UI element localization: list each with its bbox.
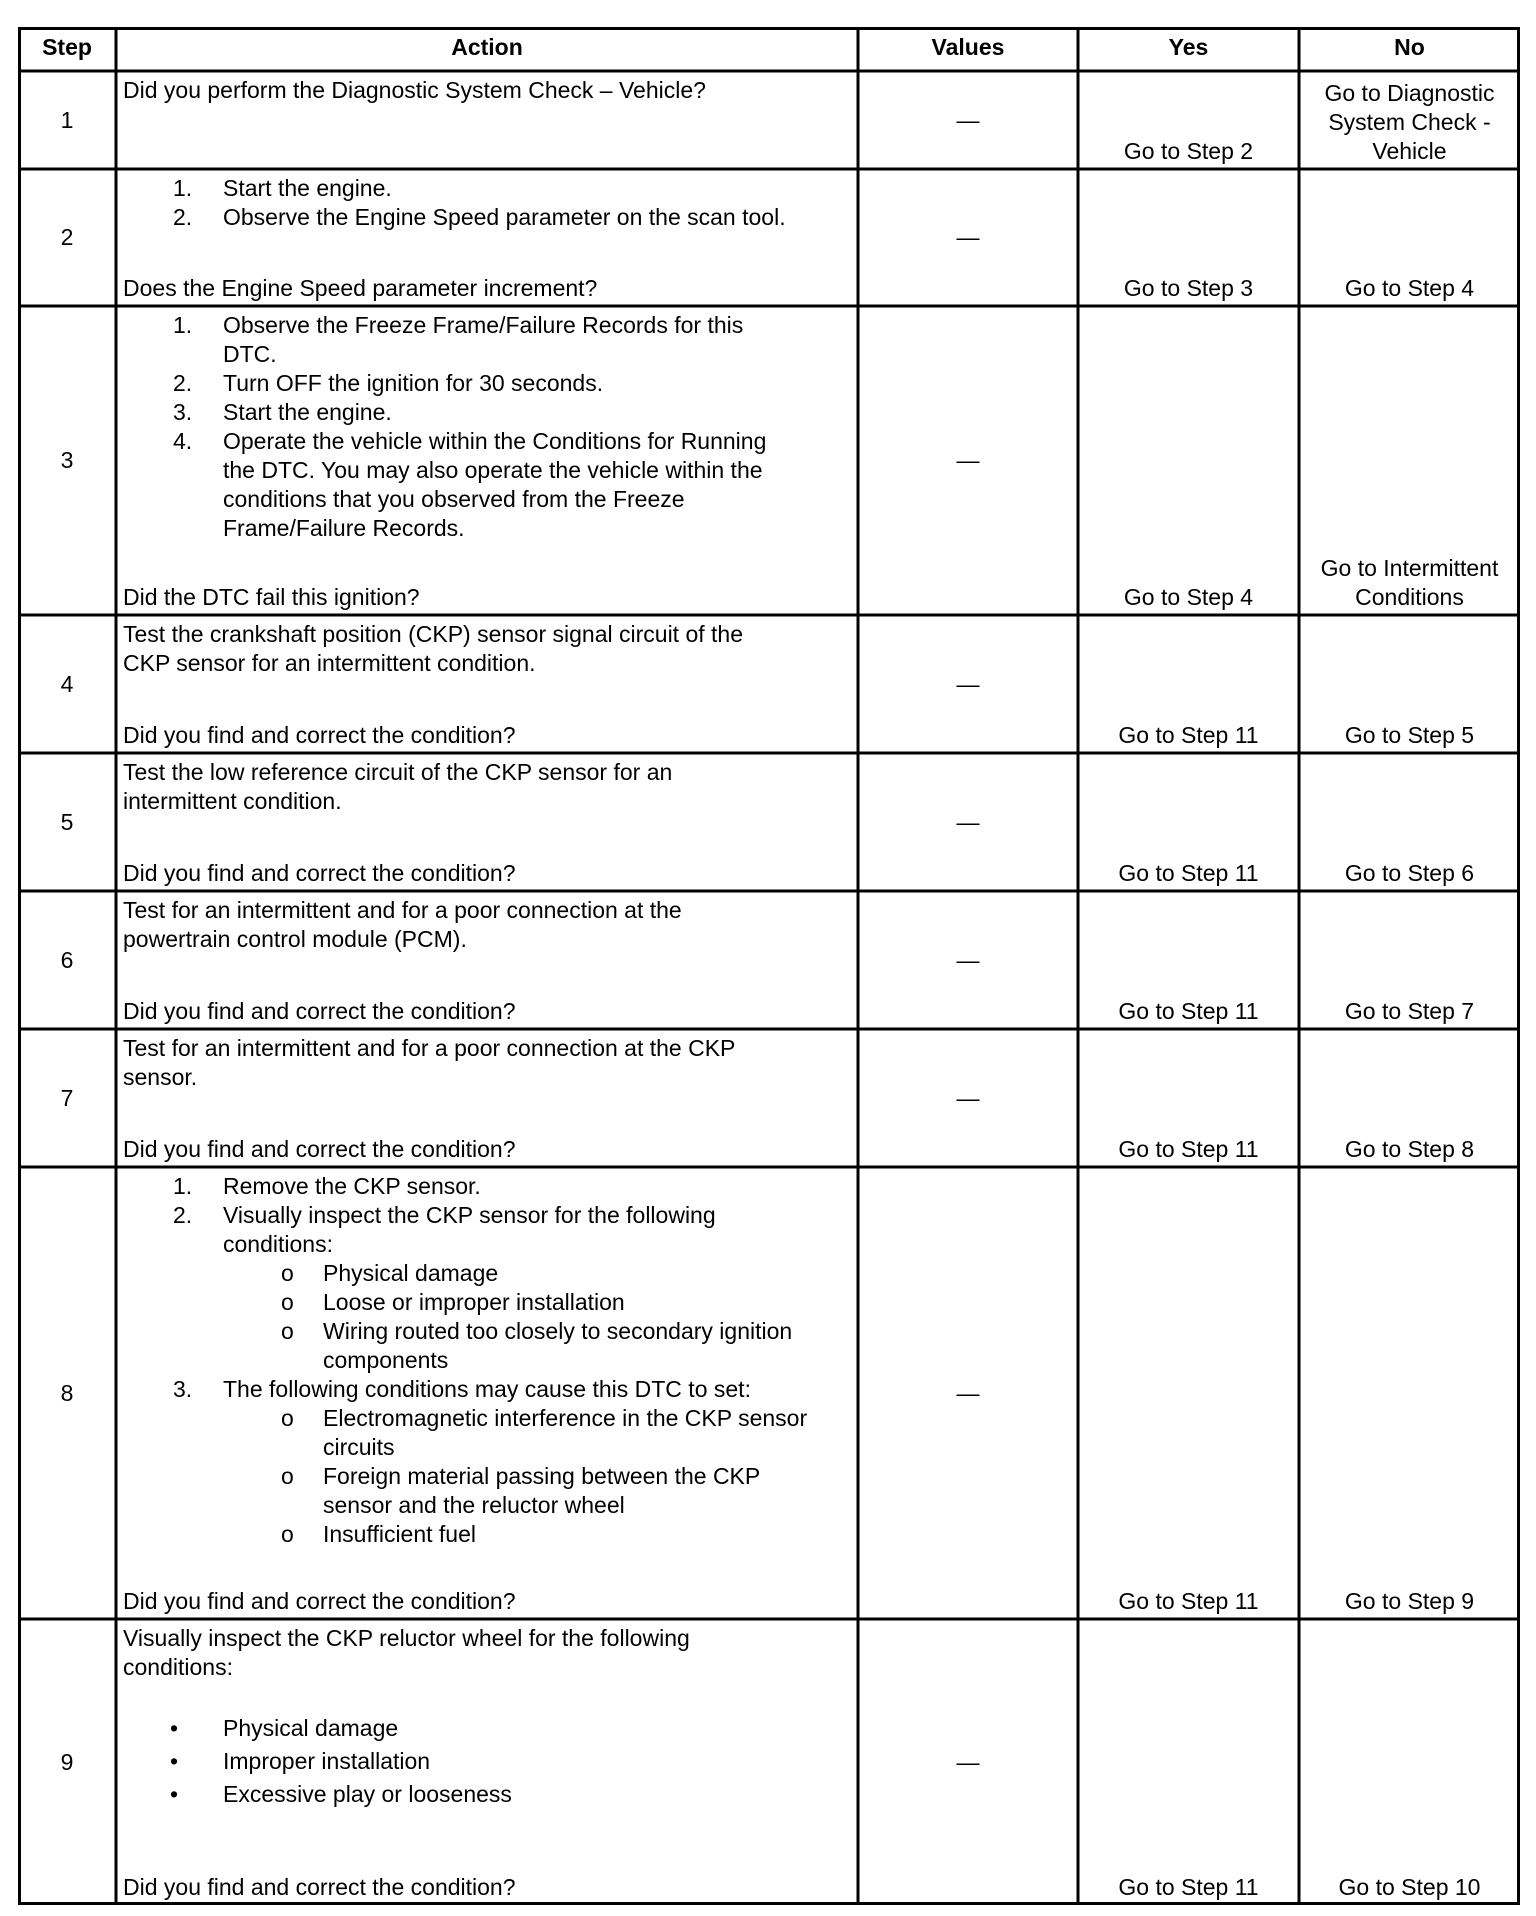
no-cell (1299, 79, 1520, 166)
bullet-marker: • (170, 1781, 179, 1807)
yes-cell (1078, 583, 1299, 612)
item-text: circuits (323, 1434, 395, 1460)
numbered-item (123, 427, 858, 543)
header-no: No (1394, 34, 1425, 60)
item-text: Loose or improper installation (323, 1289, 625, 1315)
no-cell (1299, 1873, 1520, 1902)
yes-text: Go to Step 11 (1118, 1874, 1259, 1900)
value-cell: — (956, 106, 980, 133)
no-text: Go to Step 6 (1344, 860, 1475, 886)
spacer (123, 1682, 858, 1712)
item-number: 1. (173, 175, 193, 201)
bullet-marker: o (281, 1260, 294, 1286)
no-text: System Check - (1328, 109, 1491, 135)
no-cell (1299, 997, 1520, 1026)
action-question: Did the DTC fail this ignition? (123, 584, 420, 610)
no-text: Conditions (1355, 584, 1464, 610)
bullet-marker: • (170, 1715, 179, 1741)
action-text: powertrain control module (PCM). (123, 926, 467, 952)
bullet-text: Improper installation (223, 1748, 431, 1774)
no-text: Go to Step 10 (1338, 1874, 1481, 1900)
action-question: Did you find and correct the condition? (123, 998, 516, 1024)
yes-text: Go to Step 2 (1123, 138, 1254, 164)
action-text: intermittent condition. (123, 788, 342, 814)
item-text: Insufficient fuel (323, 1521, 477, 1547)
bullet-text: Excessive play or looseness (223, 1781, 512, 1807)
value-cell: — (956, 1748, 980, 1775)
action-text: Test the crankshaft position (CKP) sensor signal circuit of the (123, 621, 744, 647)
yes-text: Go to Step 4 (1123, 584, 1254, 610)
item-text: Wiring routed too closely to secondary ignition (323, 1318, 793, 1344)
action-cell (116, 758, 858, 888)
numbered-item (123, 1375, 858, 1404)
item-number: 3. (173, 1376, 193, 1402)
action-question: Did you find and correct the condition? (123, 1874, 516, 1900)
item-number: 1. (173, 1173, 193, 1199)
item-text: Physical damage (323, 1260, 499, 1286)
yes-text: Go to Step 3 (1123, 275, 1254, 301)
item-text: conditions that you observed from the Freeze (223, 486, 685, 512)
sub-list-item (123, 1288, 858, 1317)
sub-list-item (123, 1317, 858, 1375)
item-text: Start the engine. (223, 399, 392, 425)
bullet-marker: o (281, 1521, 294, 1547)
action-question: Did you find and correct the condition? (123, 1588, 516, 1614)
yes-cell (1078, 274, 1299, 303)
step-number: 3 (60, 447, 74, 473)
yes-text: Go to Step 11 (1118, 998, 1259, 1024)
action-text: Did you perform the Diagnostic System Check – Vehicle? (123, 77, 706, 103)
item-text: The following conditions may cause this DTC to set: (223, 1376, 751, 1402)
diagnostic-table (18, 27, 1520, 1905)
numbered-item (123, 369, 858, 398)
action-question: Does the Engine Speed parameter increment? (123, 275, 598, 301)
sub-list-item (123, 1520, 858, 1549)
bullet-marker: o (281, 1289, 294, 1315)
bullet-marker: o (281, 1318, 294, 1344)
item-text: Frame/Failure Records. (223, 515, 465, 541)
item-text: Remove the CKP sensor. (223, 1173, 481, 1199)
header-step: Step (42, 34, 92, 60)
item-text: Observe the Engine Speed parameter on the scan tool. (223, 204, 786, 230)
yes-text: Go to Step 11 (1118, 722, 1259, 748)
no-cell (1299, 274, 1520, 303)
value-cell: — (956, 1084, 980, 1111)
yes-text: Go to Step 11 (1118, 1136, 1259, 1162)
item-number: 1. (173, 312, 193, 338)
value-cell: — (956, 1379, 980, 1406)
bullet-marker: o (281, 1405, 294, 1431)
action-cell (116, 620, 858, 750)
item-text: Start the engine. (223, 175, 392, 201)
action-question: Did you find and correct the condition? (123, 1136, 516, 1162)
numbered-item (123, 1172, 858, 1201)
action-question: Did you find and correct the condition? (123, 722, 516, 748)
numbered-item (123, 311, 858, 369)
action-text: Test for an intermittent and for a poor connection at the (123, 897, 682, 923)
action-cell (116, 1034, 858, 1164)
value-cell: — (956, 808, 980, 835)
no-cell (1299, 1587, 1520, 1616)
item-text: sensor and the reluctor wheel (323, 1492, 625, 1518)
sub-list-item (123, 1404, 858, 1462)
item-text: Observe the Freeze Frame/Failure Records for this (223, 312, 744, 338)
yes-cell (1078, 721, 1299, 750)
sub-list-item (123, 1462, 858, 1520)
bullet-marker: o (281, 1463, 294, 1489)
action-text: conditions: (123, 1654, 233, 1680)
no-cell (1299, 859, 1520, 888)
value-cell: — (956, 224, 980, 250)
value-cell: — (956, 670, 980, 697)
no-text: Go to Diagnostic (1324, 80, 1495, 106)
item-text: components (323, 1347, 449, 1373)
action-text: Test for an intermittent and for a poor connection at the CKP (123, 1035, 736, 1061)
item-text: Visually inspect the CKP sensor for the following (223, 1202, 716, 1228)
item-number: 3. (173, 399, 193, 425)
action-cell (116, 174, 858, 303)
item-number: 2. (173, 1202, 193, 1228)
action-cell (116, 311, 858, 612)
item-number: 2. (173, 204, 193, 230)
value-cell: — (956, 946, 980, 973)
bullet-marker: • (170, 1748, 179, 1774)
action-text: sensor. (123, 1064, 198, 1090)
step-number: 1 (60, 106, 74, 133)
item-text: DTC. (223, 341, 277, 367)
no-text: Go to Intermittent (1320, 555, 1499, 581)
step-number: 4 (60, 670, 74, 697)
step-number: 5 (60, 808, 74, 835)
no-text: Go to Step 7 (1344, 998, 1475, 1024)
bullet-item (123, 1712, 858, 1745)
item-text: conditions: (223, 1231, 333, 1257)
action-cell (116, 896, 858, 1026)
no-text: Go to Step 8 (1344, 1136, 1475, 1162)
action-cell (116, 76, 858, 166)
step-number: 6 (60, 946, 74, 973)
step-number: 7 (60, 1084, 74, 1111)
action-text: CKP sensor for an intermittent condition. (123, 650, 536, 676)
item-text: Operate the vehicle within the Conditions for Running (223, 428, 767, 454)
item-number: 4. (173, 428, 193, 454)
numbered-item (123, 398, 858, 427)
yes-cell (1078, 1587, 1299, 1616)
no-cell (1299, 1135, 1520, 1164)
header-values: Values (931, 34, 1005, 60)
item-text: Foreign material passing between the CKP (323, 1463, 761, 1489)
numbered-item (123, 174, 858, 203)
yes-cell (1078, 997, 1299, 1026)
value-cell: — (956, 447, 980, 473)
step-number: 8 (60, 1379, 74, 1406)
yes-text: Go to Step 11 (1118, 860, 1259, 886)
no-text: Go to Step 4 (1344, 275, 1475, 301)
no-text: Go to Step 9 (1344, 1588, 1475, 1614)
action-cell (116, 1172, 858, 1616)
bullet-item (123, 1745, 858, 1778)
sub-list-item (123, 1259, 858, 1288)
item-number: 2. (173, 370, 193, 396)
no-text: Go to Step 5 (1344, 722, 1475, 748)
item-text: Turn OFF the ignition for 30 seconds. (223, 370, 604, 396)
header-action: Action (451, 34, 523, 60)
yes-cell (1078, 137, 1299, 166)
yes-cell (1078, 1135, 1299, 1164)
action-question: Did you find and correct the condition? (123, 860, 516, 886)
yes-cell (1078, 1873, 1299, 1902)
action-text: Test the low reference circuit of the CKP sensor for an (123, 759, 673, 785)
action-text: Visually inspect the CKP reluctor wheel for the following (123, 1625, 690, 1651)
action-cell (116, 1624, 858, 1902)
bullet-item (123, 1778, 858, 1811)
yes-text: Go to Step 11 (1118, 1588, 1259, 1614)
step-number: 9 (60, 1748, 74, 1775)
yes-cell (1078, 859, 1299, 888)
no-text: Vehicle (1372, 138, 1447, 164)
bullet-text: Physical damage (223, 1715, 399, 1741)
no-cell (1299, 721, 1520, 750)
no-cell (1299, 554, 1520, 612)
header-yes: Yes (1168, 34, 1209, 60)
numbered-item (123, 1201, 858, 1259)
item-text: Electromagnetic interference in the CKP sensor (323, 1405, 808, 1431)
step-number: 2 (60, 224, 74, 250)
item-text: the DTC. You may also operate the vehicle within the (223, 457, 763, 483)
numbered-item (123, 203, 858, 232)
